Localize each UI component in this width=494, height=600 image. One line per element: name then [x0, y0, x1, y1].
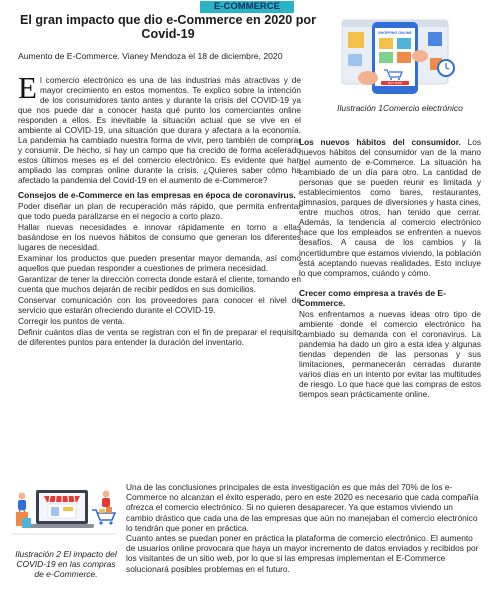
conclusion-paragraph: Una de las conclusiones principales de esta investigación es que más del 70% de los e-Commerce no alcanzan el éxito esperado, pero en este 2020 es necesario que cada compañía ofrezca el comercio electrónico. Si no quieren desaparecer. Ya que estamos viviendo un cambio drástico que cada una de las empresas que aún no manejaban el comercio electrónico lo tendrán que poner en práctica. [126, 482, 479, 533]
intro-text: l comercio electrónico es una de las industrias más atractivas y de mayor crecimiento en estos momentos. Te explico sobre la intención de los consumidores tanto antes y durante la crisis del COVID-19 ya que nos puede dar a conocer hasta qué punto los comerciantes online responden a ellos. Es inevitable la situación actual que se vive en el ambiente al COVID-19, una situación que durara y afectara a la economía. La pandemia ha cambiado nuestra forma de vivir, pero también de comprar y consumir. De hecho, si hay un campo que ha crecido de forma acelerado estos últimos meses es el del comercio electrónico. Es evidente que han ampliado las compras online durante la crisis. ¿Quieres saber cómo ha afectado la pandemia del Covid-19 en el aumento de e-Commerce? [18, 75, 301, 186]
habitos-text: Los nuevos hábitos del consumidor van de la mano del aumento de e-Commerce. La situación ha cambiado de un día para otro. La cantidad de personas que se pueden reunir es limitada y establecimientos como bares, restaurantes, gimnasios, parques de diversiones y hasta cines, entre muchos otros, han tenido que cerrar. Además, la tendencia al comercio electrónico hace que los empleados se enfrenten a nuevos desafíos. A causa de los cambios y la incertidumbre que estamos viviendo, la población está aceptando nuevas realidades. Esto incluye lo que compramos, cuándo y cómo. [299, 137, 481, 278]
ecommerce-illustration [328, 12, 462, 100]
section-heading-habitos: Los nuevos hábitos del consumidor. [299, 137, 461, 147]
consejo-paragraph: Poder diseñar un plan de recuperación más rápido, que permita enfrentar que todo pueda paralizarse en el negocio a corto plazo. [18, 200, 301, 221]
left-column [18, 70, 301, 348]
consejo-paragraph: Examinar los productos que pueden presentar mayor demanda, así como aquellos que puedan responder a cuestiones de primera necesidad. [18, 252, 301, 273]
section-heading-consejos: Consejos de e-Commerce en las empresas en época de coronavirus. [18, 189, 296, 200]
consejo-paragraph: Definir cuántos días de venta se registran con el fin de preparar el requisito de diferentes puntos para entender la duración del inventario. [18, 327, 301, 348]
byline: Aumento de E-Commerce. Vianey Mendoza el 18 de diciembre, 2020 [18, 51, 283, 61]
online-shopping-illustration [8, 482, 120, 544]
section-tag: E-COMMERCE [200, 1, 294, 13]
section-heading-crecer: Crecer como empresa a través de E-Commerce. [299, 287, 446, 308]
conclusion-paragraph: Cuanto antes se puedan poner en práctica la plataforma de comercio electrónico. El aumento de usuarios online provocara que haya un mayor incremento de datos enviados y recibidos por los visitantes de un sitio web, por lo que si las empresas implementan el E-Commerce solucionará posibles problemas en el futuro. [126, 533, 479, 574]
screen-title-text: SHOPPING ONLINE [378, 31, 412, 35]
consejo-paragraph: Corregir los puntos de venta. [18, 316, 125, 327]
right-column [299, 137, 481, 400]
consejo-paragraph: Hallar nuevas necesidades e innovar rápidamente en torno a ellas basándose en los nuevos hábitos de consumo que generan los diferentes lugares de necesidad. [18, 221, 301, 252]
buy-now-text: BUY NOW [387, 81, 403, 86]
consejo-paragraph: Garantizar de tener la dirección correcta donde estará el cliente, tomando en cuenta que muchos dejarán de recibir pedidos en sus domicilios. [18, 273, 301, 294]
drop-cap: E [18, 70, 37, 105]
intro-paragraph [18, 70, 301, 186]
consejo-paragraph: Conservar comunicación con los proveedores para conocer el nivel de servicio que estarán ofreciendo durante el COVID-19. [18, 294, 301, 315]
figure-caption-1: Ilustración 1Comercio electrónico [337, 103, 463, 113]
figure-caption-2: Ilustración 2 El impacto del COVID-19 en las compras de e-Commerce. [15, 549, 117, 579]
article-title: El gran impacto que dio e-Commerce en 2020 por Covid-19 [19, 13, 317, 41]
habitos-paragraph [299, 137, 481, 278]
conclusion-text [126, 482, 480, 574]
crecer-paragraph: Nos enfrentamos a nuevas ideas otro tipo de ambiente donde el comercio electrónico ha cambiado su demanda con el coronavirus. La pandemia ha dado un giro a esta idea y algunas tiendas dependen de las personas y sus limitaciones, permanecerán cerradas durante varios días en un intento por evitar las multitudes de riesgo. Lo que hace que las compras de estos tiempos sean prácticamente online. [299, 308, 481, 400]
